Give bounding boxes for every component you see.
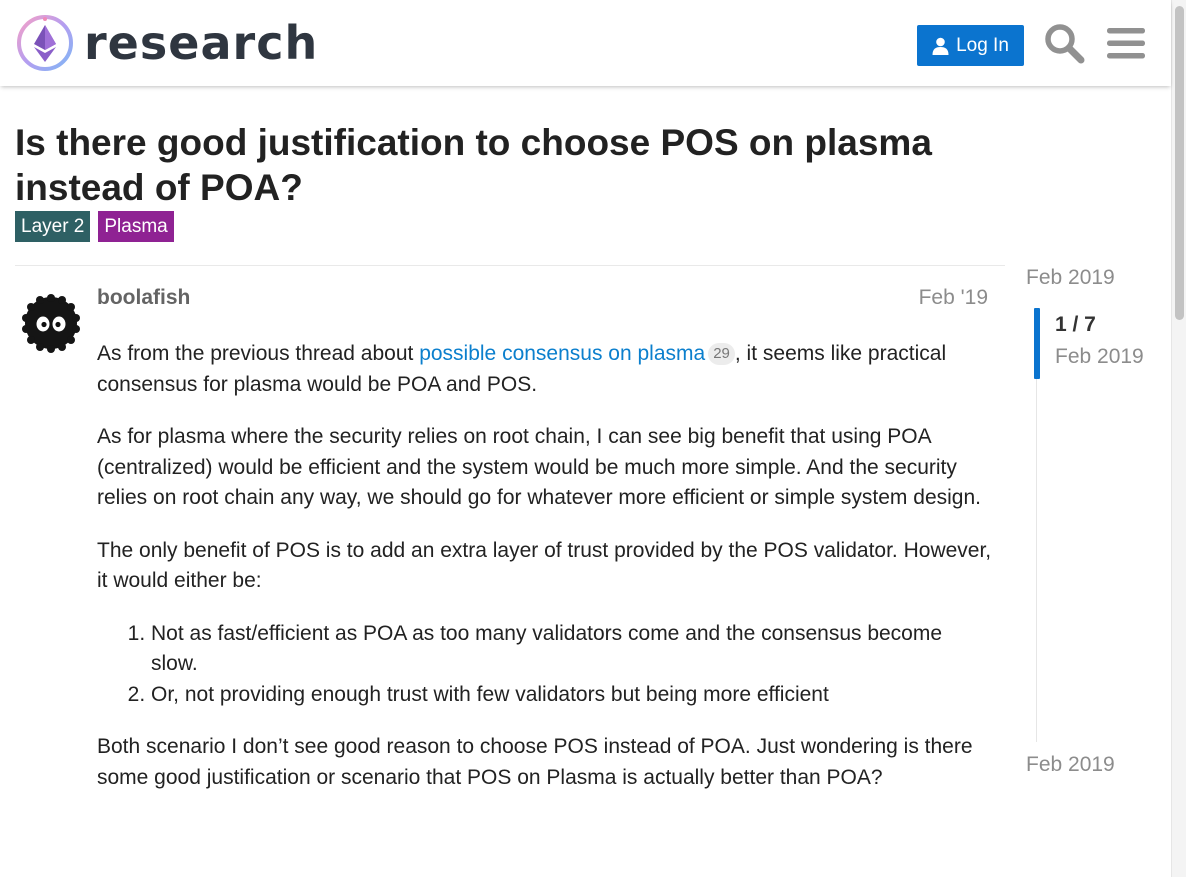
- page-scrollbar[interactable]: [1171, 0, 1186, 877]
- title-divider: [15, 265, 1005, 266]
- topic-title[interactable]: Is there good justification to choose POS on plasma instead of POA?: [15, 122, 932, 208]
- topic-tags: [15, 211, 174, 242]
- post-paragraph-1: [97, 339, 992, 400]
- brand-name[interactable]: research: [84, 16, 319, 70]
- log-in-label: Log In: [956, 34, 1009, 56]
- timeline-end-date[interactable]: Feb 2019: [1026, 753, 1115, 776]
- user-avatar[interactable]: [20, 292, 82, 354]
- tag-layer-2[interactable]: Layer 2: [15, 211, 90, 242]
- list-item: 1. Not as fast/efficient as POA as too many validators come and the consensus become slow.: [151, 619, 992, 680]
- list-item: 2. Or, not providing enough trust with few validators but being more efficient: [151, 680, 992, 711]
- timeline-current-date: Feb 2019: [1055, 345, 1144, 368]
- link-click-count: 29: [708, 343, 735, 365]
- timeline-start-date[interactable]: Feb 2019: [1026, 266, 1115, 289]
- log-in-button[interactable]: [917, 25, 1024, 66]
- hamburger-menu-icon[interactable]: [1105, 22, 1147, 64]
- post-list: [97, 619, 992, 711]
- scrollbar-thumb[interactable]: [1175, 6, 1184, 320]
- user-icon: [932, 37, 949, 55]
- post-body: [97, 339, 992, 815]
- post-paragraph-2: As for plasma where the security relies on root chain, I can see big benefit that using POA (centralized) would be efficient and the system would be much more simple. And the security relies on root chain any way, we should go for whatever more efficient or simple system design.: [97, 425, 981, 509]
- tag-plasma[interactable]: Plasma: [98, 211, 173, 242]
- post-paragraph-3: The only benefit of POS is to add an extra layer of trust provided by the POS validator. However, it would either be:: [97, 538, 992, 592]
- paragraph-text: , it seems like practical consensus for plasma would be POA and POS.: [97, 342, 947, 396]
- post-username[interactable]: boolafish: [97, 286, 191, 309]
- post-date[interactable]: Feb '19: [918, 286, 988, 309]
- possible-consensus-link[interactable]: possible consensus on plasma: [419, 342, 706, 365]
- paragraph-text: As from the previous thread about: [97, 342, 420, 365]
- site-header: [0, 0, 1171, 86]
- timeline-handle[interactable]: [1034, 308, 1040, 379]
- post-paragraph-4: Both scenario I don’t see good reason to choose POS instead of POA. Just wondering is there some good justification or scenario that POS on Plasma is actually better than POA?: [97, 735, 973, 789]
- research-logo-icon[interactable]: [16, 14, 74, 72]
- search-icon[interactable]: [1043, 22, 1085, 64]
- timeline-post-counter: 1 / 7: [1055, 313, 1096, 336]
